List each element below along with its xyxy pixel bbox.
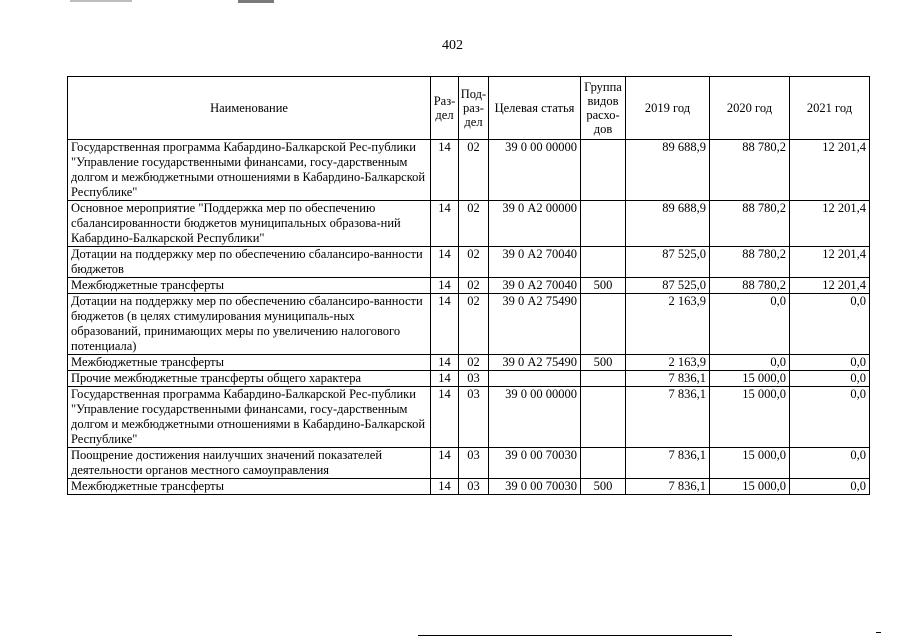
cell-target-article: 39 0 А2 00000 <box>489 201 581 247</box>
cell-subsection: 03 <box>459 387 489 448</box>
cell-year-2020: 15 000,0 <box>710 387 790 448</box>
cell-name: Государственная программа Кабардино-Балкарской Рес-публики "Управление государственными финансами, госу-дарственным долгом и межбюджетными отношениями в Кабардино-Балкарской Республике" <box>68 387 431 448</box>
cell-expense-group <box>581 294 626 355</box>
cell-year-2020: 88 780,2 <box>710 140 790 201</box>
cell-year-2021: 12 201,4 <box>790 201 870 247</box>
cell-year-2019: 87 525,0 <box>626 247 710 278</box>
cell-section: 14 <box>431 371 459 387</box>
cell-target-article: 39 0 00 70030 <box>489 448 581 479</box>
cell-name: Поощрение достижения наилучших значений показателей деятельности органов местного самоуправления <box>68 448 431 479</box>
cell-section: 14 <box>431 479 459 495</box>
cell-section: 14 <box>431 294 459 355</box>
cell-year-2021: 0,0 <box>790 355 870 371</box>
header-year-2019: 2019 год <box>626 77 710 140</box>
cell-section: 14 <box>431 247 459 278</box>
table-body <box>68 140 870 495</box>
header-target-article: Целевая статья <box>489 77 581 140</box>
cell-target-article: 39 0 00 00000 <box>489 140 581 201</box>
table-row <box>68 278 870 294</box>
budget-table <box>67 76 870 495</box>
cell-year-2019: 2 163,9 <box>626 294 710 355</box>
header-year-2021: 2021 год <box>790 77 870 140</box>
bottom-rule <box>418 635 732 636</box>
cell-section: 14 <box>431 448 459 479</box>
cell-subsection: 03 <box>459 448 489 479</box>
cell-expense-group: 500 <box>581 278 626 294</box>
cell-subsection: 02 <box>459 355 489 371</box>
table-row <box>68 201 870 247</box>
cell-year-2020: 0,0 <box>710 294 790 355</box>
cell-expense-group: 500 <box>581 479 626 495</box>
cell-expense-group <box>581 201 626 247</box>
cell-name: Межбюджетные трансферты <box>68 479 431 495</box>
cell-target-article: 39 0 А2 70040 <box>489 247 581 278</box>
cell-target-article: 39 0 А2 75490 <box>489 294 581 355</box>
cell-expense-group <box>581 140 626 201</box>
cell-expense-group <box>581 448 626 479</box>
cell-name: Государственная программа Кабардино-Балкарской Рес-публики "Управление государственными финансами, госу-дарственным долгом и межбюджетными отношениями в Кабардино-Балкарской Республике" <box>68 140 431 201</box>
cell-year-2019: 7 836,1 <box>626 479 710 495</box>
cell-year-2019: 7 836,1 <box>626 448 710 479</box>
cell-subsection: 02 <box>459 294 489 355</box>
cell-expense-group <box>581 387 626 448</box>
cell-name: Дотации на поддержку мер по обеспечению сбалансиро-ванности бюджетов <box>68 247 431 278</box>
cell-expense-group: 500 <box>581 355 626 371</box>
cell-year-2019: 89 688,9 <box>626 201 710 247</box>
scan-artifact-line <box>238 0 274 3</box>
cell-expense-group <box>581 371 626 387</box>
cell-target-article: 39 0 00 00000 <box>489 387 581 448</box>
cell-section: 14 <box>431 355 459 371</box>
table-row <box>68 448 870 479</box>
table-row <box>68 140 870 201</box>
cell-year-2020: 15 000,0 <box>710 479 790 495</box>
cell-subsection: 02 <box>459 201 489 247</box>
cell-year-2019: 2 163,9 <box>626 355 710 371</box>
header-year-2020: 2020 год <box>710 77 790 140</box>
table-row <box>68 371 870 387</box>
cell-year-2021: 0,0 <box>790 448 870 479</box>
cell-year-2021: 0,0 <box>790 294 870 355</box>
table-row <box>68 479 870 495</box>
cell-year-2019: 87 525,0 <box>626 278 710 294</box>
table-row <box>68 294 870 355</box>
cell-target-article: 39 0 А2 75490 <box>489 355 581 371</box>
cell-target-article: 39 0 00 70030 <box>489 479 581 495</box>
header-row <box>68 77 870 140</box>
header-name: Наименование <box>68 77 431 140</box>
cell-name: Дотации на поддержку мер по обеспечению сбалансиро-ванности бюджетов (в целях стимулирования муниципаль-ных образований, принимающих меры по увеличению налогового потенциала) <box>68 294 431 355</box>
cell-target-article <box>489 371 581 387</box>
cell-year-2019: 7 836,1 <box>626 371 710 387</box>
header-expense-group: Группа видов расхо-дов <box>581 77 626 140</box>
cell-year-2021: 0,0 <box>790 387 870 448</box>
cell-year-2020: 88 780,2 <box>710 278 790 294</box>
cell-section: 14 <box>431 278 459 294</box>
cell-section: 14 <box>431 140 459 201</box>
corner-mark <box>876 632 881 633</box>
cell-year-2021: 12 201,4 <box>790 278 870 294</box>
cell-year-2021: 0,0 <box>790 371 870 387</box>
cell-name: Межбюджетные трансферты <box>68 355 431 371</box>
cell-subsection: 03 <box>459 371 489 387</box>
cell-year-2021: 12 201,4 <box>790 140 870 201</box>
cell-name: Прочие межбюджетные трансферты общего характера <box>68 371 431 387</box>
cell-section: 14 <box>431 387 459 448</box>
table-row <box>68 355 870 371</box>
cell-year-2020: 15 000,0 <box>710 371 790 387</box>
header-section: Раз-дел <box>431 77 459 140</box>
cell-year-2020: 15 000,0 <box>710 448 790 479</box>
cell-subsection: 03 <box>459 479 489 495</box>
cell-subsection: 02 <box>459 278 489 294</box>
cell-year-2020: 88 780,2 <box>710 201 790 247</box>
cell-subsection: 02 <box>459 247 489 278</box>
table-row <box>68 247 870 278</box>
cell-year-2021: 12 201,4 <box>790 247 870 278</box>
cell-year-2019: 89 688,9 <box>626 140 710 201</box>
cell-name: Основное мероприятие "Поддержка мер по обеспечению сбалансированности бюджетов муниципальных образова-ний Кабардино-Балкарской Республики" <box>68 201 431 247</box>
table-row <box>68 387 870 448</box>
cell-name: Межбюджетные трансферты <box>68 278 431 294</box>
page-number: 402 <box>442 38 463 53</box>
cell-year-2021: 0,0 <box>790 479 870 495</box>
cell-year-2020: 88 780,2 <box>710 247 790 278</box>
cell-expense-group <box>581 247 626 278</box>
cell-year-2020: 0,0 <box>710 355 790 371</box>
cell-subsection: 02 <box>459 140 489 201</box>
cell-year-2019: 7 836,1 <box>626 387 710 448</box>
cell-target-article: 39 0 А2 70040 <box>489 278 581 294</box>
cell-section: 14 <box>431 201 459 247</box>
scan-artifact-line <box>70 0 132 2</box>
header-subsection: Под-раз-дел <box>459 77 489 140</box>
